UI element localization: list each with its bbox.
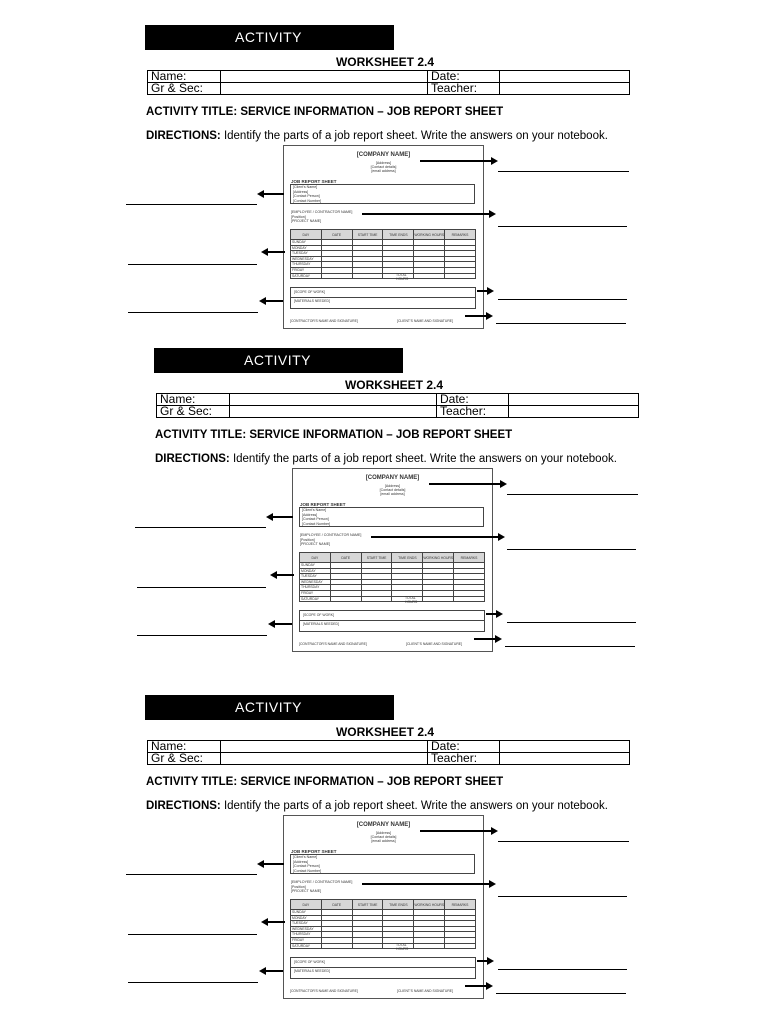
directions-text: Identify the parts of a job report sheet. Write the answers on your notebook.: [229, 453, 617, 465]
company-address: [Address] [Contact details] [email address]: [370, 161, 397, 173]
answer-line[interactable]: [498, 171, 629, 172]
answer-line[interactable]: [498, 969, 627, 970]
name-field[interactable]: [230, 394, 437, 406]
day-cell: SUNDAY: [291, 910, 322, 916]
pointer-arrow-icon: [270, 572, 294, 577]
grsec-field[interactable]: [221, 753, 428, 765]
day-row: [300, 596, 485, 602]
answer-line[interactable]: [507, 622, 636, 623]
client-signature: [CLIENT'S NAME AND SIGNATURE]: [397, 989, 453, 993]
grid-header: START TIME: [361, 553, 392, 563]
day-cell: THURSDAY: [291, 262, 322, 268]
grid-header: WORKING HOURS: [423, 553, 454, 563]
grid-header: WORKING HOURS: [414, 900, 445, 910]
teacher-label: Teacher:: [428, 83, 500, 95]
day-cell: TUESDAY: [291, 251, 322, 257]
pointer-arrow-icon: [371, 534, 505, 539]
answer-line[interactable]: [135, 527, 266, 528]
company-address: [Address] [Contact details] [email address]: [379, 484, 406, 496]
grid-header: DAY: [300, 553, 331, 563]
answer-line[interactable]: [498, 299, 627, 300]
answer-line[interactable]: [507, 549, 636, 550]
worksheet-title: WORKSHEET 2.4: [344, 378, 443, 392]
total-hours: TOTAL HOURS: [396, 273, 409, 281]
directions: [155, 453, 640, 465]
grid-header: DAY: [291, 230, 322, 240]
answer-line[interactable]: [128, 312, 258, 313]
grid-header: TIME ENDS: [392, 553, 423, 563]
materials-label: [MATERIALS NEEDED]: [294, 299, 330, 303]
answer-line[interactable]: [126, 874, 257, 875]
contractor-signature: [CONTRACTOR'S NAME AND SIGNATURE]: [299, 642, 367, 646]
day-cell: SATURDAY: [300, 596, 331, 602]
student-info-table: [147, 740, 630, 765]
hours-grid: [290, 229, 476, 279]
activity-title: ACTIVITY TITLE: SERVICE INFORMATION – JOB REPORT SHEET: [155, 429, 513, 441]
pointer-arrow-icon: [420, 158, 498, 163]
materials-label: [MATERIALS NEEDED]: [294, 969, 330, 973]
answer-line[interactable]: [505, 646, 635, 647]
client-signature: [CLIENT'S NAME AND SIGNATURE]: [397, 319, 453, 323]
grsec-label: Gr & Sec:: [157, 406, 230, 418]
grid-header: DATE: [321, 900, 352, 910]
company-name: [COMPANY NAME]: [356, 822, 411, 828]
pointer-arrow-icon: [257, 861, 284, 866]
company-address: [Address] [Contact details] [email address]: [370, 831, 397, 843]
total-hours: TOTAL HOURS: [405, 596, 418, 604]
date-label: Date:: [428, 741, 500, 753]
teacher-label: Teacher:: [428, 753, 500, 765]
answer-line[interactable]: [137, 635, 267, 636]
pointer-arrow-icon: [477, 288, 494, 293]
pointer-arrow-icon: [362, 881, 496, 886]
company-name: [COMPANY NAME]: [365, 475, 420, 481]
name-label: Name:: [157, 394, 230, 406]
worksheet-title: WORKSHEET 2.4: [335, 55, 434, 69]
day-cell: WEDNESDAY: [291, 256, 322, 262]
teacher-field[interactable]: [509, 406, 639, 418]
job-report-sheet-image: [292, 468, 493, 652]
grid-header: DAY: [291, 900, 322, 910]
date-label: Date:: [428, 71, 500, 83]
grid-header: START TIME: [352, 230, 383, 240]
grid-header: DATE: [330, 553, 361, 563]
worksheet-title: WORKSHEET 2.4: [335, 725, 434, 739]
worksheet-block: [0, 0, 768, 340]
job-report-sheet-image: [283, 145, 484, 329]
grid-header: START TIME: [352, 900, 383, 910]
client-signature: [CLIENT'S NAME AND SIGNATURE]: [406, 642, 462, 646]
activity-title: ACTIVITY TITLE: SERVICE INFORMATION – JOB REPORT SHEET: [146, 776, 504, 788]
answer-line[interactable]: [498, 841, 629, 842]
teacher-label: Teacher:: [437, 406, 509, 418]
date-field[interactable]: [500, 71, 630, 83]
client-info-box: [Client's Name] [Address] [Contact Person] [Contact Number]: [290, 854, 475, 874]
grsec-label: Gr & Sec:: [148, 753, 221, 765]
pointer-arrow-icon: [429, 481, 507, 486]
day-cell: FRIDAY: [291, 267, 322, 273]
grsec-field[interactable]: [221, 83, 428, 95]
worksheet-block: [9, 323, 768, 663]
answer-line[interactable]: [496, 993, 626, 994]
day-cell: TUESDAY: [291, 921, 322, 927]
grid-header: TIME ENDS: [383, 230, 414, 240]
directions-text: Identify the parts of a job report sheet. Write the answers on your notebook.: [220, 800, 608, 812]
student-info-table: [156, 393, 639, 418]
job-report-title: JOB REPORT SHEET: [291, 179, 337, 184]
job-report-title: JOB REPORT SHEET: [291, 849, 337, 854]
pointer-arrow-icon: [261, 919, 285, 924]
materials-label: [MATERIALS NEEDED]: [303, 622, 339, 626]
job-report-title: JOB REPORT SHEET: [300, 502, 346, 507]
name-field[interactable]: [221, 741, 428, 753]
directions: [146, 130, 631, 142]
day-cell: MONDAY: [300, 568, 331, 574]
day-cell: MONDAY: [291, 915, 322, 921]
pointer-arrow-icon: [465, 983, 493, 988]
employee-info: [EMPLOYEE / CONTRACTOR NAME] [Position] [PROJECT NAME]: [300, 533, 362, 547]
scope-label: [SCOPE OF WORK]: [303, 613, 334, 617]
directions-label: DIRECTIONS:: [146, 130, 221, 142]
date-label: Date:: [437, 394, 509, 406]
day-cell: THURSDAY: [300, 585, 331, 591]
scope-label: [SCOPE OF WORK]: [294, 960, 325, 964]
grid-header: REMARKS: [445, 230, 476, 240]
company-name: [COMPANY NAME]: [356, 152, 411, 158]
pointer-arrow-icon: [266, 514, 293, 519]
scope-materials-box: [290, 287, 476, 309]
answer-line[interactable]: [137, 587, 266, 588]
teacher-field[interactable]: [500, 753, 630, 765]
activity-title: ACTIVITY TITLE: SERVICE INFORMATION – JOB REPORT SHEET: [146, 106, 504, 118]
day-cell: SUNDAY: [300, 563, 331, 569]
date-field[interactable]: [500, 741, 630, 753]
name-label: Name:: [148, 741, 221, 753]
date-field[interactable]: [509, 394, 639, 406]
day-cell: SUNDAY: [291, 240, 322, 246]
pointer-arrow-icon: [477, 958, 494, 963]
grsec-field[interactable]: [230, 406, 437, 418]
pointer-arrow-icon: [259, 968, 283, 973]
grid-header: WORKING HOURS: [414, 230, 445, 240]
client-info-box: [Client's Name] [Address] [Contact Person] [Contact Number]: [290, 184, 475, 204]
name-label: Name:: [148, 71, 221, 83]
scope-label: [SCOPE OF WORK]: [294, 290, 325, 294]
pointer-arrow-icon: [362, 211, 496, 216]
answer-line[interactable]: [498, 896, 627, 897]
grid-header: DATE: [321, 230, 352, 240]
pointer-arrow-icon: [257, 191, 284, 196]
grid-header: REMARKS: [445, 900, 476, 910]
answer-line[interactable]: [128, 982, 258, 983]
contractor-signature: [CONTRACTOR'S NAME AND SIGNATURE]: [290, 989, 358, 993]
pointer-arrow-icon: [268, 621, 292, 626]
grsec-label: Gr & Sec:: [148, 83, 221, 95]
activity-banner: ACTIVITY: [145, 695, 394, 720]
day-cell: SATURDAY: [291, 943, 322, 949]
answer-line[interactable]: [498, 226, 627, 227]
pointer-arrow-icon: [486, 611, 503, 616]
activity-banner: ACTIVITY: [145, 25, 394, 50]
day-row: [291, 273, 476, 279]
day-cell: SATURDAY: [291, 273, 322, 279]
teacher-field[interactable]: [500, 83, 630, 95]
employee-info: [EMPLOYEE / CONTRACTOR NAME] [Position] [PROJECT NAME]: [291, 880, 353, 894]
scope-materials-box: [290, 957, 476, 979]
answer-line[interactable]: [507, 494, 638, 495]
day-cell: MONDAY: [291, 245, 322, 251]
day-row: [291, 943, 476, 949]
day-cell: FRIDAY: [300, 590, 331, 596]
answer-line[interactable]: [128, 934, 257, 935]
day-cell: WEDNESDAY: [300, 579, 331, 585]
student-info-table: [147, 70, 630, 95]
job-report-sheet-image: [283, 815, 484, 999]
directions: [146, 800, 631, 812]
activity-banner: ACTIVITY: [154, 348, 403, 373]
day-cell: THURSDAY: [291, 932, 322, 938]
client-info-box: [Client's Name] [Address] [Contact Person] [Contact Number]: [299, 507, 484, 527]
grid-header: REMARKS: [454, 553, 485, 563]
pointer-arrow-icon: [474, 636, 502, 641]
total-hours: TOTAL HOURS: [396, 943, 409, 951]
scope-materials-box: [299, 610, 485, 632]
answer-line[interactable]: [128, 264, 257, 265]
day-cell: FRIDAY: [291, 937, 322, 943]
directions-text: Identify the parts of a job report sheet. Write the answers on your notebook.: [220, 130, 608, 142]
pointer-arrow-icon: [465, 313, 493, 318]
pointer-arrow-icon: [259, 298, 283, 303]
hours-grid: [290, 899, 476, 949]
pointer-arrow-icon: [420, 828, 498, 833]
answer-line[interactable]: [126, 204, 257, 205]
employee-info: [EMPLOYEE / CONTRACTOR NAME] [Position] [PROJECT NAME]: [291, 210, 353, 224]
pointer-arrow-icon: [261, 249, 285, 254]
directions-label: DIRECTIONS:: [155, 453, 230, 465]
grid-header: TIME ENDS: [383, 900, 414, 910]
day-cell: WEDNESDAY: [291, 926, 322, 932]
worksheet-block: [0, 670, 768, 1010]
hours-grid: [299, 552, 485, 602]
day-cell: TUESDAY: [300, 574, 331, 580]
contractor-signature: [CONTRACTOR'S NAME AND SIGNATURE]: [290, 319, 358, 323]
directions-label: DIRECTIONS:: [146, 800, 221, 812]
name-field[interactable]: [221, 71, 428, 83]
